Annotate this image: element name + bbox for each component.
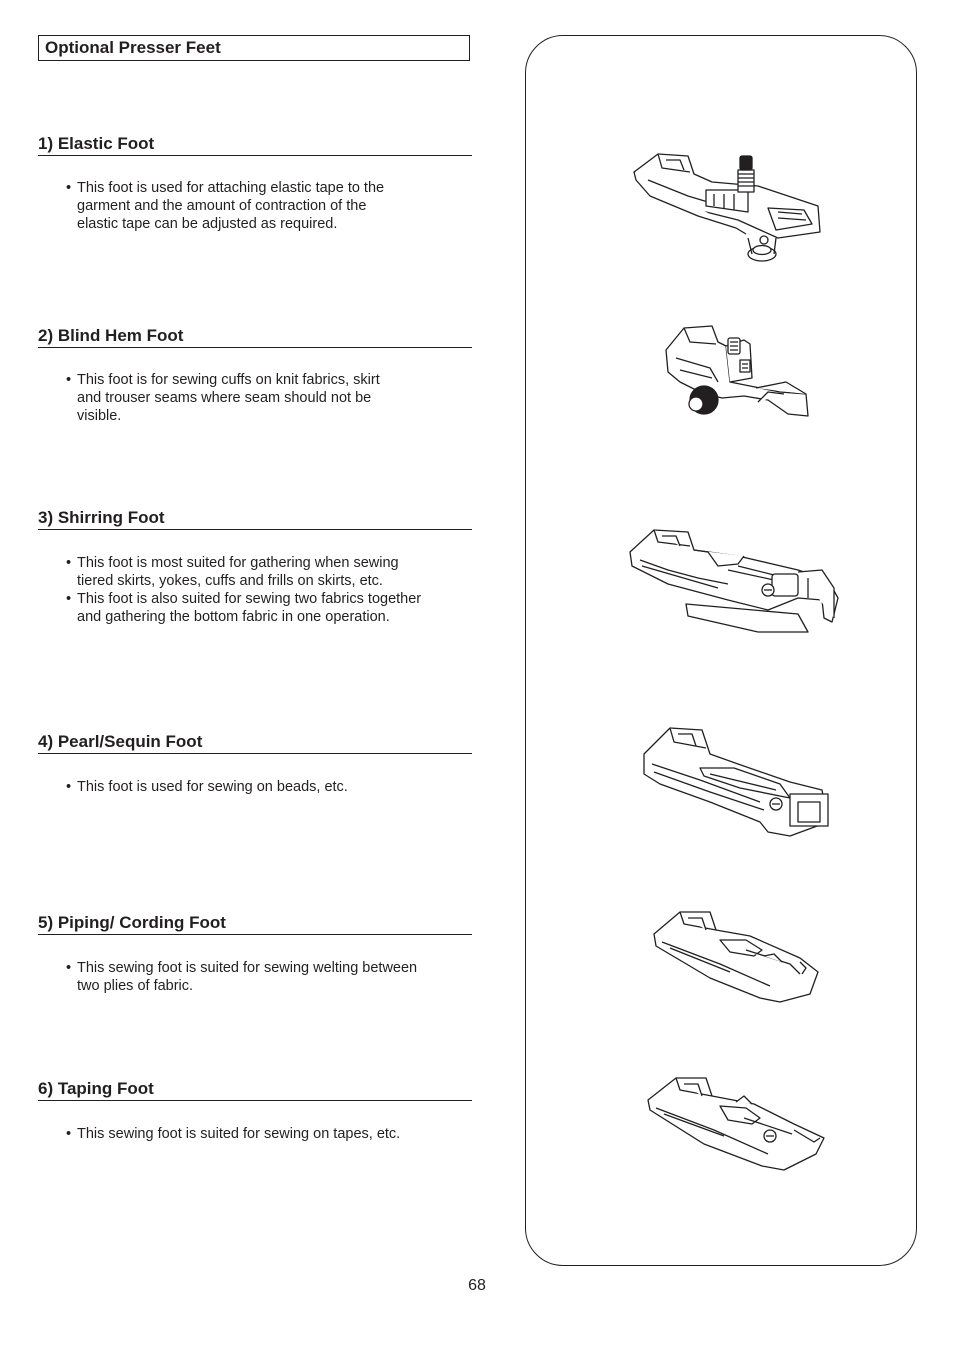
piping-cording-foot-illustration <box>650 906 822 1006</box>
bullet-item: • This foot is for sewing cuffs on knit fabrics, skirt and trouser seams where seam should not be visible. <box>66 371 380 425</box>
section-heading: 6) Taping Foot <box>38 1079 472 1101</box>
bullet-list <box>66 371 380 425</box>
bullet-item: • This sewing foot is suited for sewing on tapes, etc. <box>66 1125 400 1143</box>
section-heading: 3) Shirring Foot <box>38 508 472 530</box>
bullet-item: • This foot is used for attaching elastic tape to the garment and the amount of contraction of the elastic tape can be adjusted as required. <box>66 179 384 233</box>
section-heading: 1) Elastic Foot <box>38 134 472 156</box>
bullet-list <box>66 554 421 626</box>
blind-hem-foot-illustration <box>660 322 812 424</box>
page-title-box <box>38 35 470 61</box>
section-heading: 5) Piping/ Cording Foot <box>38 913 472 935</box>
section-piping-cording-foot <box>38 913 472 994</box>
page-number: 68 <box>468 1277 486 1294</box>
bullet-item: • This foot is also suited for sewing two fabrics together and gathering the bottom fabric in one operation. <box>66 590 421 626</box>
section-blind-hem-foot <box>38 326 472 424</box>
bullet-item: • This foot is most suited for gathering when sewing tiered skirts, yokes, cuffs and frills on skirts, etc. <box>66 554 421 590</box>
bullet-list <box>66 179 384 233</box>
section-elastic-foot <box>38 134 472 232</box>
bullet-list <box>66 1125 400 1143</box>
section-shirring-foot <box>38 508 472 625</box>
section-taping-foot <box>38 1079 472 1142</box>
taping-foot-illustration <box>644 1074 828 1176</box>
section-heading: 4) Pearl/Sequin Foot <box>38 732 472 754</box>
section-pearl-sequin-foot <box>38 732 472 795</box>
bullet-item: • This foot is used for sewing on beads, etc. <box>66 778 348 796</box>
shirring-foot-illustration <box>628 522 842 638</box>
page-title: Optional Presser Feet <box>45 38 221 57</box>
pearl-sequin-foot-illustration <box>640 724 834 842</box>
bullet-list <box>66 778 348 796</box>
section-heading: 2) Blind Hem Foot <box>38 326 472 348</box>
bullet-item: • This sewing foot is suited for sewing welting between two plies of fabric. <box>66 959 417 995</box>
bullet-list <box>66 959 417 995</box>
elastic-foot-illustration <box>628 150 828 270</box>
